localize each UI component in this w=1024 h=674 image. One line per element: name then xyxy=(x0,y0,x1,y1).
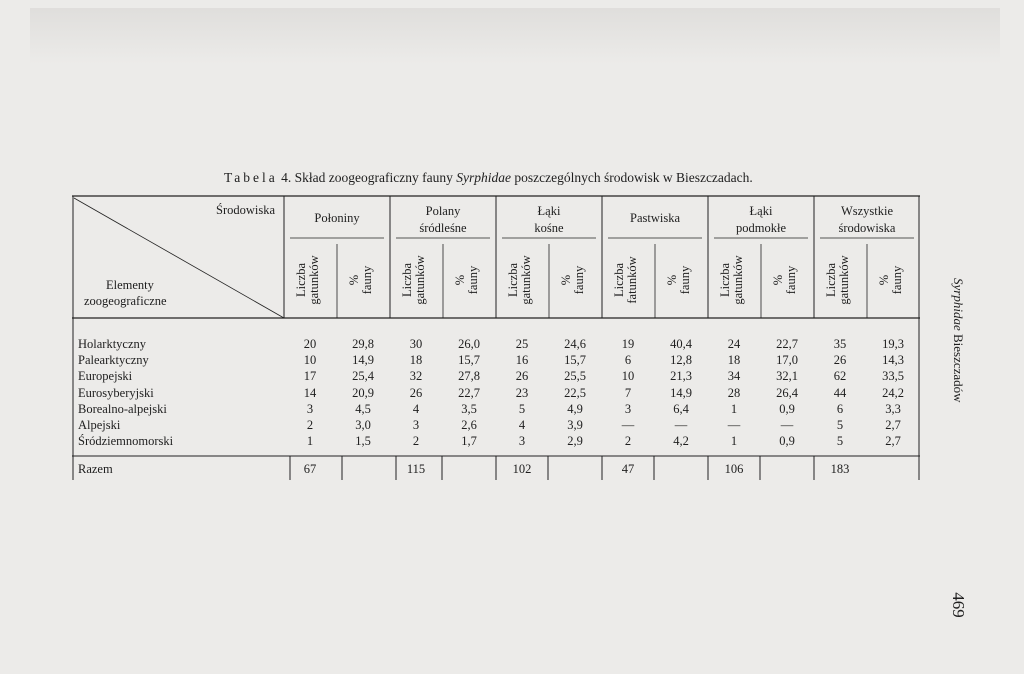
table-cell: 17,0 xyxy=(776,353,798,368)
total-cell: 183 xyxy=(830,462,850,476)
table-cell: 25,4 xyxy=(352,369,374,384)
table-row-label: Europejski xyxy=(78,369,133,384)
table-cell: 15,7 xyxy=(564,353,586,368)
table-cell: — xyxy=(621,418,635,432)
column-subheader-line1: Liczba xyxy=(294,263,308,298)
caption-label: Tabela xyxy=(224,170,278,185)
table-cell: 14 xyxy=(303,385,317,400)
column-subheader-line1: Liczba xyxy=(612,263,626,298)
table-cell: 15,7 xyxy=(458,353,480,368)
table-cell: 3 xyxy=(412,418,420,432)
table-row-label: Palearktyczny xyxy=(78,353,149,368)
table-cell: 2,7 xyxy=(885,418,901,432)
table-cell: 7 xyxy=(624,385,632,400)
table-cell: 35 xyxy=(833,337,847,351)
column-subheader-line1: Liczba xyxy=(400,263,414,298)
column-subheader xyxy=(454,245,484,315)
table-cell: 0,9 xyxy=(779,434,795,449)
column-subheader-line1: Liczba xyxy=(506,263,520,298)
table-cell: 4 xyxy=(412,401,420,416)
column-subheader-line2: fauny xyxy=(890,265,904,295)
table-cell: 14,9 xyxy=(352,353,374,368)
table-cell: 27,8 xyxy=(458,369,480,384)
table-cell: 33,5 xyxy=(882,369,904,384)
table-cell: 4,5 xyxy=(355,401,371,416)
table-cell: 3,0 xyxy=(355,418,371,432)
table-cell: 26,4 xyxy=(776,385,798,400)
page-number: 469 xyxy=(949,592,968,618)
column-group-header-line1: Połoniny xyxy=(314,211,360,225)
total-row-label: Razem xyxy=(78,462,113,476)
total-cell: 106 xyxy=(724,462,744,476)
table-cell: 3,9 xyxy=(567,418,583,432)
column-subheader-line2: fauny xyxy=(360,265,374,295)
table-cell: 18 xyxy=(409,353,423,368)
running-title xyxy=(950,278,966,403)
column-subheader-line2: gatunków xyxy=(731,255,745,305)
table-cell: 30 xyxy=(409,337,423,351)
column-subheader-line1: % xyxy=(559,274,573,286)
column-group-header-line1: Pastwiska xyxy=(630,211,680,225)
column-subheader xyxy=(878,245,908,315)
table-cell: 14,3 xyxy=(882,353,904,368)
table-cell: 5 xyxy=(836,418,844,432)
table-cell: 24 xyxy=(727,337,741,351)
column-subheader-line1: % xyxy=(877,274,891,286)
table-cell: 14,9 xyxy=(670,385,692,400)
column-group-header-line2: środowiska xyxy=(838,221,896,235)
column-subheader-line2: fauny xyxy=(572,265,586,295)
table-cell: 22,7 xyxy=(776,337,798,351)
column-subheader-line2: gatunków xyxy=(519,255,533,305)
table-cell: 22,5 xyxy=(564,385,586,400)
table-cell: 16 xyxy=(515,353,529,368)
column-group-header-line1: Wszystkie xyxy=(840,204,894,218)
table-cell: 22,7 xyxy=(458,385,480,400)
total-cell: 115 xyxy=(406,462,426,476)
table-cell: 6,4 xyxy=(673,401,689,416)
table-cell: 4,9 xyxy=(567,401,583,416)
column-group-header-line1: Łąki xyxy=(749,204,773,218)
column-subheader-line2: fauny xyxy=(784,265,798,295)
table-cell: 19 xyxy=(621,337,635,351)
column-subheader xyxy=(560,245,590,315)
column-group-header xyxy=(284,210,390,227)
table-cell: 2,7 xyxy=(885,434,901,449)
table-cell: 1 xyxy=(730,401,738,416)
column-subheader xyxy=(348,245,378,315)
table-cell: 25,5 xyxy=(564,369,586,384)
table-cell: 3 xyxy=(518,434,526,449)
table-row-label: Alpejski xyxy=(78,418,121,432)
table-cell: 32 xyxy=(409,369,423,384)
column-subheader xyxy=(295,245,325,315)
column-group-header xyxy=(390,203,496,237)
caption-text-before: 4. Skład zoogeograficzny fauny xyxy=(281,170,457,185)
table-cell: 24,2 xyxy=(882,385,904,400)
table-row-label: Holarktyczny xyxy=(78,337,147,351)
table-cell: 2 xyxy=(412,434,420,449)
table-cell: 2,6 xyxy=(461,418,477,432)
column-subheader-line1: Liczba xyxy=(824,263,838,298)
table-cell: 24,6 xyxy=(564,337,586,351)
column-subheader-line2: gatunków xyxy=(413,255,427,305)
table-cell: 5 xyxy=(518,401,526,416)
table-cell: 26 xyxy=(515,369,529,384)
table-cell: 26 xyxy=(409,385,423,400)
table-cell: 2,9 xyxy=(567,434,583,449)
table-caption xyxy=(224,170,753,186)
total-cell: 102 xyxy=(512,462,532,476)
table-row-label: Eurosyberyjski xyxy=(78,385,154,400)
table-cell: 44 xyxy=(833,385,847,400)
column-subheader xyxy=(719,245,749,315)
table-cell: 26,0 xyxy=(458,337,480,351)
column-subheader-line2: fauny xyxy=(466,265,480,295)
table-cell: 10 xyxy=(621,369,635,384)
running-title-text: Bieszczadów xyxy=(951,333,966,403)
column-subheader xyxy=(772,245,802,315)
table-cell: 1 xyxy=(306,434,314,449)
column-subheader-line2: fauny xyxy=(678,265,692,295)
column-subheader xyxy=(613,245,643,315)
table-row-label: Borealno-alpejski xyxy=(78,401,167,416)
column-subheader-line1: Liczba xyxy=(718,263,732,298)
table-cell: 10 xyxy=(303,353,317,368)
table-cell: 0,9 xyxy=(779,401,795,416)
column-group-header-line2: śródleśne xyxy=(419,221,467,235)
column-group-header-line2: kośne xyxy=(534,221,564,235)
column-subheader-line2: gatunków xyxy=(837,255,851,305)
column-group-header xyxy=(602,210,708,227)
table-cell: 3,3 xyxy=(885,401,901,416)
column-subheader-line1: % xyxy=(347,274,361,286)
table-cell: 1,5 xyxy=(355,434,371,449)
column-subheader-line2: fatunków xyxy=(625,256,639,304)
table-cell: 28 xyxy=(727,385,741,400)
table-cell: 19,3 xyxy=(882,337,904,351)
table-cell: 32,1 xyxy=(776,369,798,384)
column-subheader xyxy=(666,245,696,315)
running-title-taxon: Syrphidae xyxy=(951,278,966,331)
caption-taxon: Syrphidae xyxy=(456,170,511,185)
corner-header-elements: Elementy xyxy=(106,278,154,292)
column-group-header xyxy=(708,203,814,237)
table-cell: 3,5 xyxy=(461,401,477,416)
table-cell: 26 xyxy=(833,353,847,368)
corner-header-environments: Środowiska xyxy=(216,203,276,217)
table-cell: 29,8 xyxy=(352,337,374,351)
table-row-label: Śródziemnomorski xyxy=(78,434,174,449)
table-cell: 4,2 xyxy=(673,434,689,449)
table-cell: 5 xyxy=(836,434,844,449)
total-cell: 67 xyxy=(303,462,317,476)
column-group-header-line1: Łąki xyxy=(537,204,561,218)
table-cell: 25 xyxy=(515,337,529,351)
column-subheader xyxy=(507,245,537,315)
table-cell: 3 xyxy=(624,401,632,416)
table-cell: — xyxy=(727,418,741,432)
table-cell: — xyxy=(780,418,794,432)
zoogeographic-table xyxy=(72,194,920,480)
column-subheader xyxy=(825,245,855,315)
column-subheader xyxy=(401,245,431,315)
table-cell: 20 xyxy=(303,337,317,351)
table-cell: 1 xyxy=(730,434,738,449)
column-group-header-line1: Polany xyxy=(425,204,461,218)
corner-header-zoogeographic: zoogeograficzne xyxy=(84,294,167,308)
table-cell: 2 xyxy=(624,434,632,449)
show-through-shadow xyxy=(30,8,1000,64)
table-cell: 2 xyxy=(306,418,314,432)
column-group-header xyxy=(814,203,920,237)
table-cell: 40,4 xyxy=(670,337,692,351)
column-subheader-line1: % xyxy=(453,274,467,286)
caption-text-after: poszczególnych środowisk w Bieszczadach. xyxy=(510,170,753,185)
table-cell: 21,3 xyxy=(670,369,692,384)
column-subheader-line1: % xyxy=(665,274,679,286)
total-cell: 47 xyxy=(621,462,635,476)
column-group-header-line2: podmokłe xyxy=(736,221,786,235)
column-group-header xyxy=(496,203,602,237)
table-cell: 62 xyxy=(833,369,847,384)
table-cell: 6 xyxy=(836,401,844,416)
table-cell: 1,7 xyxy=(461,434,477,449)
column-subheader-line2: gatunków xyxy=(307,255,321,305)
table-cell: 4 xyxy=(518,418,526,432)
table-cell: 17 xyxy=(303,369,317,384)
column-subheader-line1: % xyxy=(771,274,785,286)
table-cell: 12,8 xyxy=(670,353,692,368)
table-cell: 23 xyxy=(515,385,529,400)
table-cell: 18 xyxy=(727,353,741,368)
table-cell: 3 xyxy=(306,401,314,416)
table-cell: 6 xyxy=(624,353,632,368)
table-cell: — xyxy=(674,418,688,432)
table-cell: 20,9 xyxy=(352,385,374,400)
table-cell: 34 xyxy=(727,369,741,384)
